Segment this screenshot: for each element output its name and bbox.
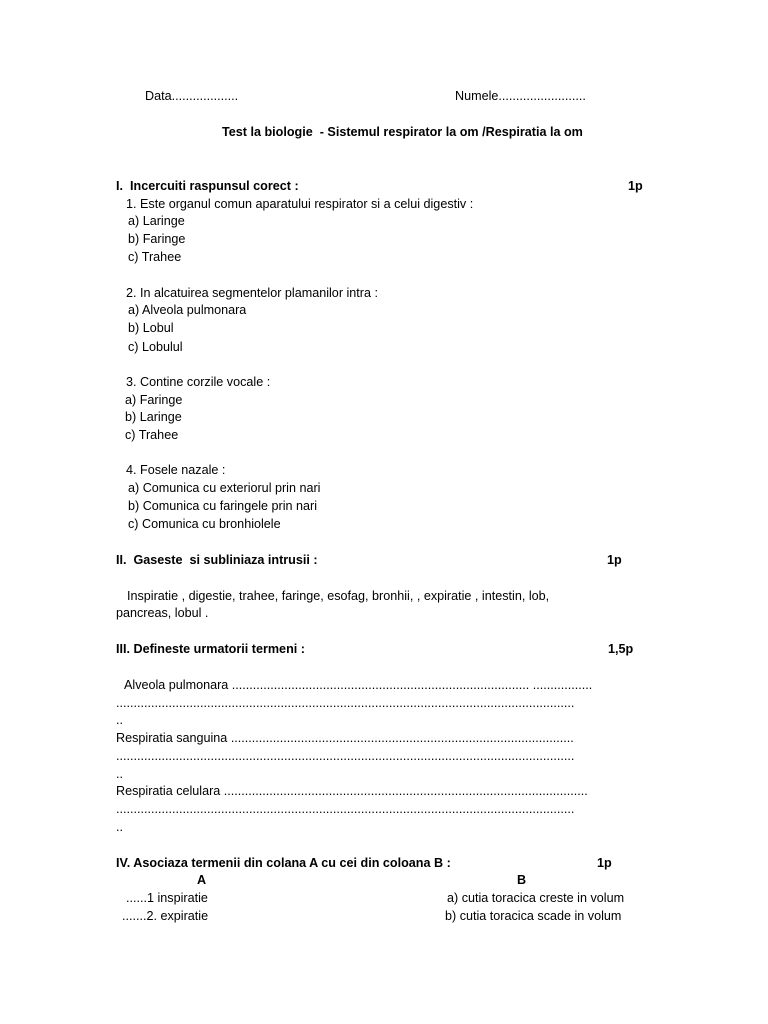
question-3-option-b: b) Laringe [125, 410, 182, 424]
intruder-list-line-1: Inspiratie , digestie, trahee, faringe, esofag, bronhii, , expiratie , intestin, lob, [127, 589, 550, 603]
term-1-line-2: ................................................................................................................................... [116, 696, 575, 710]
column-b-item-1: a) cutia toracica creste in volum [447, 891, 625, 905]
section-2-points: 1p [607, 553, 622, 567]
column-a-item-1: ......1 inspiratie [126, 891, 208, 905]
column-b-item-2: b) cutia toracica scade in volum [445, 909, 622, 923]
page-title: Test la biologie - Sistemul respirator la om /Respiratia la om [222, 125, 583, 139]
question-2-option-c: c) Lobulul [128, 340, 183, 354]
term-3-line-3: .. [116, 820, 123, 834]
question-1-option-a: a) Laringe [128, 214, 185, 228]
term-1-line-3: .. [116, 713, 123, 727]
question-4: 4. Fosele nazale : [126, 463, 226, 477]
column-a-header: A [197, 873, 207, 887]
column-a-item-2: .......2. expiratie [122, 909, 209, 923]
section-3-heading: III. Defineste urmatorii termeni : [116, 642, 305, 656]
question-1: 1. Este organul comun aparatului respirator si a celui digestiv : [126, 197, 474, 211]
question-2: 2. In alcatuirea segmentelor plamanilor intra : [126, 286, 379, 300]
term-2-line-2: ................................................................................................................................... [116, 749, 575, 763]
intruder-list-line-2: pancreas, lobul . [116, 606, 209, 620]
column-b-header: B [517, 873, 527, 887]
section-4-points: 1p [597, 856, 612, 870]
question-1-option-b: b) Faringe [128, 232, 186, 246]
section-2-heading: II. Gaseste si subliniaza intrusii : [116, 553, 318, 567]
question-3-option-a: a) Faringe [125, 393, 183, 407]
term-2-line-1: Respiratia sanguina .................................................................................................. [116, 731, 574, 745]
term-3-line-2: ................................................................................................................................... [116, 802, 575, 816]
question-3: 3. Contine corzile vocale : [126, 375, 271, 389]
section-4-heading: IV. Asociaza termenii din colana A cu cei din coloana B : [116, 856, 451, 870]
question-4-option-b: b) Comunica cu faringele prin nari [128, 499, 317, 513]
section-3-points: 1,5p [608, 642, 634, 656]
name-field: Numele......................... [455, 89, 586, 103]
term-1-line-1: Alveola pulmonara ..................................................................................... ................. [124, 678, 593, 692]
question-3-option-c: c) Trahee [125, 428, 179, 442]
term-2-line-3: .. [116, 767, 123, 781]
date-field: Data................... [145, 89, 239, 103]
question-2-option-b: b) Lobul [128, 321, 174, 335]
section-1-points: 1p [628, 179, 643, 193]
question-4-option-c: c) Comunica cu bronhiolele [128, 517, 281, 531]
question-1-option-c: c) Trahee [128, 250, 182, 264]
question-4-option-a: a) Comunica cu exteriorul prin nari [128, 481, 321, 495]
question-2-option-a: a) Alveola pulmonara [128, 303, 247, 317]
section-1-heading: I. Incercuiti raspunsul corect : [116, 179, 299, 193]
term-3-line-1: Respiratia celulara ........................................................................................................ [116, 784, 588, 798]
